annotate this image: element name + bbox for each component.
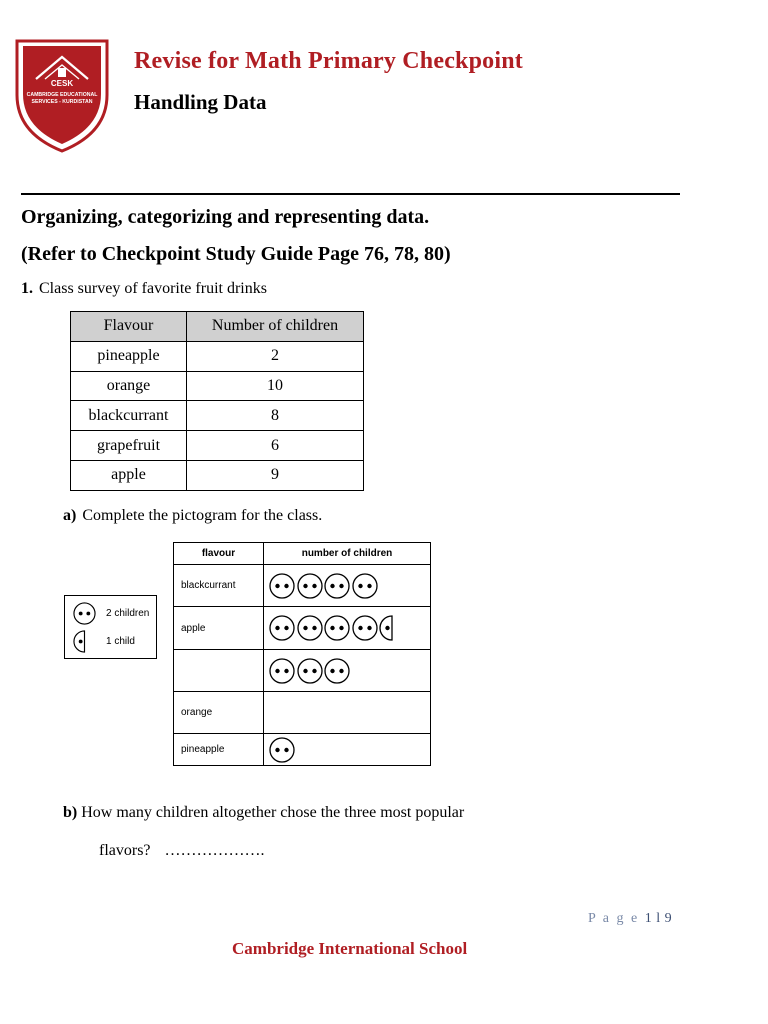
answer-blank[interactable]: ……………….	[164, 842, 265, 859]
table-row	[71, 341, 364, 371]
part-b-text: How many children altogether chose the three most popular	[81, 804, 465, 821]
full-face-icon	[269, 615, 295, 641]
page-label: P a g e	[588, 911, 640, 926]
logo-line1: CAMBRIDGE EDUCATIONAL	[26, 92, 98, 98]
cesk-logo	[14, 35, 110, 153]
pictogram-flavour: pineapple	[174, 734, 264, 766]
header-divider	[21, 193, 680, 195]
pictogram-header-count: number of children	[264, 543, 431, 565]
cell-count: 8	[187, 401, 364, 431]
full-face-icon	[352, 573, 378, 599]
full-face-icon	[269, 658, 295, 684]
part-b-label: b)	[63, 804, 78, 821]
pictogram-symbols-cell-blank[interactable]	[264, 692, 431, 734]
question-1-number: 1.	[21, 280, 33, 297]
survey-table-header	[71, 312, 364, 342]
pictogram-flavour-blank[interactable]	[174, 650, 264, 692]
pictogram-symbols-cell[interactable]	[264, 734, 431, 766]
pictogram-header	[174, 543, 431, 565]
part-b-line2	[99, 842, 265, 860]
header-flavour: Flavour	[71, 312, 187, 342]
pictogram-row	[174, 650, 431, 692]
full-face-icon	[269, 573, 295, 599]
half-face-icon	[379, 615, 393, 641]
full-face-icon	[297, 658, 323, 684]
pictogram-row	[174, 692, 431, 734]
school-name: Cambridge International School	[232, 939, 468, 958]
pictogram-faces	[269, 615, 430, 641]
table-row	[71, 460, 364, 490]
logo-line2: SERVICES - KURDISTAN	[31, 99, 93, 105]
pictogram-symbols-cell[interactable]	[264, 607, 431, 650]
pictogram-key	[64, 595, 157, 659]
cell-flavour: blackcurrant	[71, 401, 187, 431]
full-face-icon	[324, 573, 350, 599]
pictogram-header-flavour: flavour	[174, 543, 264, 565]
cell-count: 9	[187, 460, 364, 490]
full-face-icon	[324, 615, 350, 641]
pictogram-table	[173, 542, 431, 766]
part-a	[63, 507, 322, 525]
study-guide-reference: (Refer to Checkpoint Study Guide Page 76, 78, 80)	[21, 243, 451, 265]
key-half-text: 1 child	[106, 636, 135, 647]
table-row	[71, 401, 364, 431]
question-1	[21, 280, 267, 298]
full-face-icon	[352, 615, 378, 641]
pictogram-faces	[269, 573, 430, 599]
pictogram-row	[174, 565, 431, 607]
part-a-text: Complete the pictogram for the class.	[82, 507, 323, 524]
logo-abbr: CESK	[50, 79, 74, 88]
full-face-icon	[297, 573, 323, 599]
key-full-text: 2 children	[106, 608, 150, 619]
half-face-icon	[73, 630, 96, 653]
pictogram-symbols-cell[interactable]	[264, 565, 431, 607]
cell-count: 2	[187, 341, 364, 371]
cell-flavour: pineapple	[71, 341, 187, 371]
pictogram-flavour: apple	[174, 607, 264, 650]
pictogram-flavour: orange	[174, 692, 264, 734]
pictogram-symbols-cell[interactable]	[264, 650, 431, 692]
full-face-icon	[324, 658, 350, 684]
survey-table	[70, 311, 364, 491]
full-face-icon	[297, 615, 323, 641]
table-row	[71, 431, 364, 461]
full-face-icon	[73, 602, 96, 625]
section-heading: Organizing, categorizing and representing data.	[21, 206, 430, 228]
question-1-text: Class survey of favorite fruit drinks	[39, 280, 267, 297]
cell-flavour: grapefruit	[71, 431, 187, 461]
part-b	[63, 804, 464, 822]
full-face-icon	[269, 737, 295, 763]
pictogram-row	[174, 734, 431, 766]
pictogram-flavour: blackcurrant	[174, 565, 264, 607]
key-row-full	[73, 602, 149, 625]
cell-count: 10	[187, 371, 364, 401]
page-subtitle: Handling Data	[134, 90, 267, 114]
pictogram-faces	[269, 658, 430, 684]
page-title: Revise for Math Primary Checkpoint	[134, 48, 523, 74]
table-row	[71, 371, 364, 401]
page-number-value: 1 l 9	[644, 911, 673, 926]
key-row-half	[73, 630, 135, 653]
header-number-of-children: Number of children	[187, 312, 364, 342]
pictogram-row	[174, 607, 431, 650]
page-number	[588, 911, 672, 927]
pictogram-faces	[269, 737, 430, 763]
cell-flavour: orange	[71, 371, 187, 401]
part-a-label: a)	[63, 507, 77, 524]
cell-count: 6	[187, 431, 364, 461]
part-b-text-2: flavors?	[99, 842, 151, 859]
cell-flavour: apple	[71, 460, 187, 490]
